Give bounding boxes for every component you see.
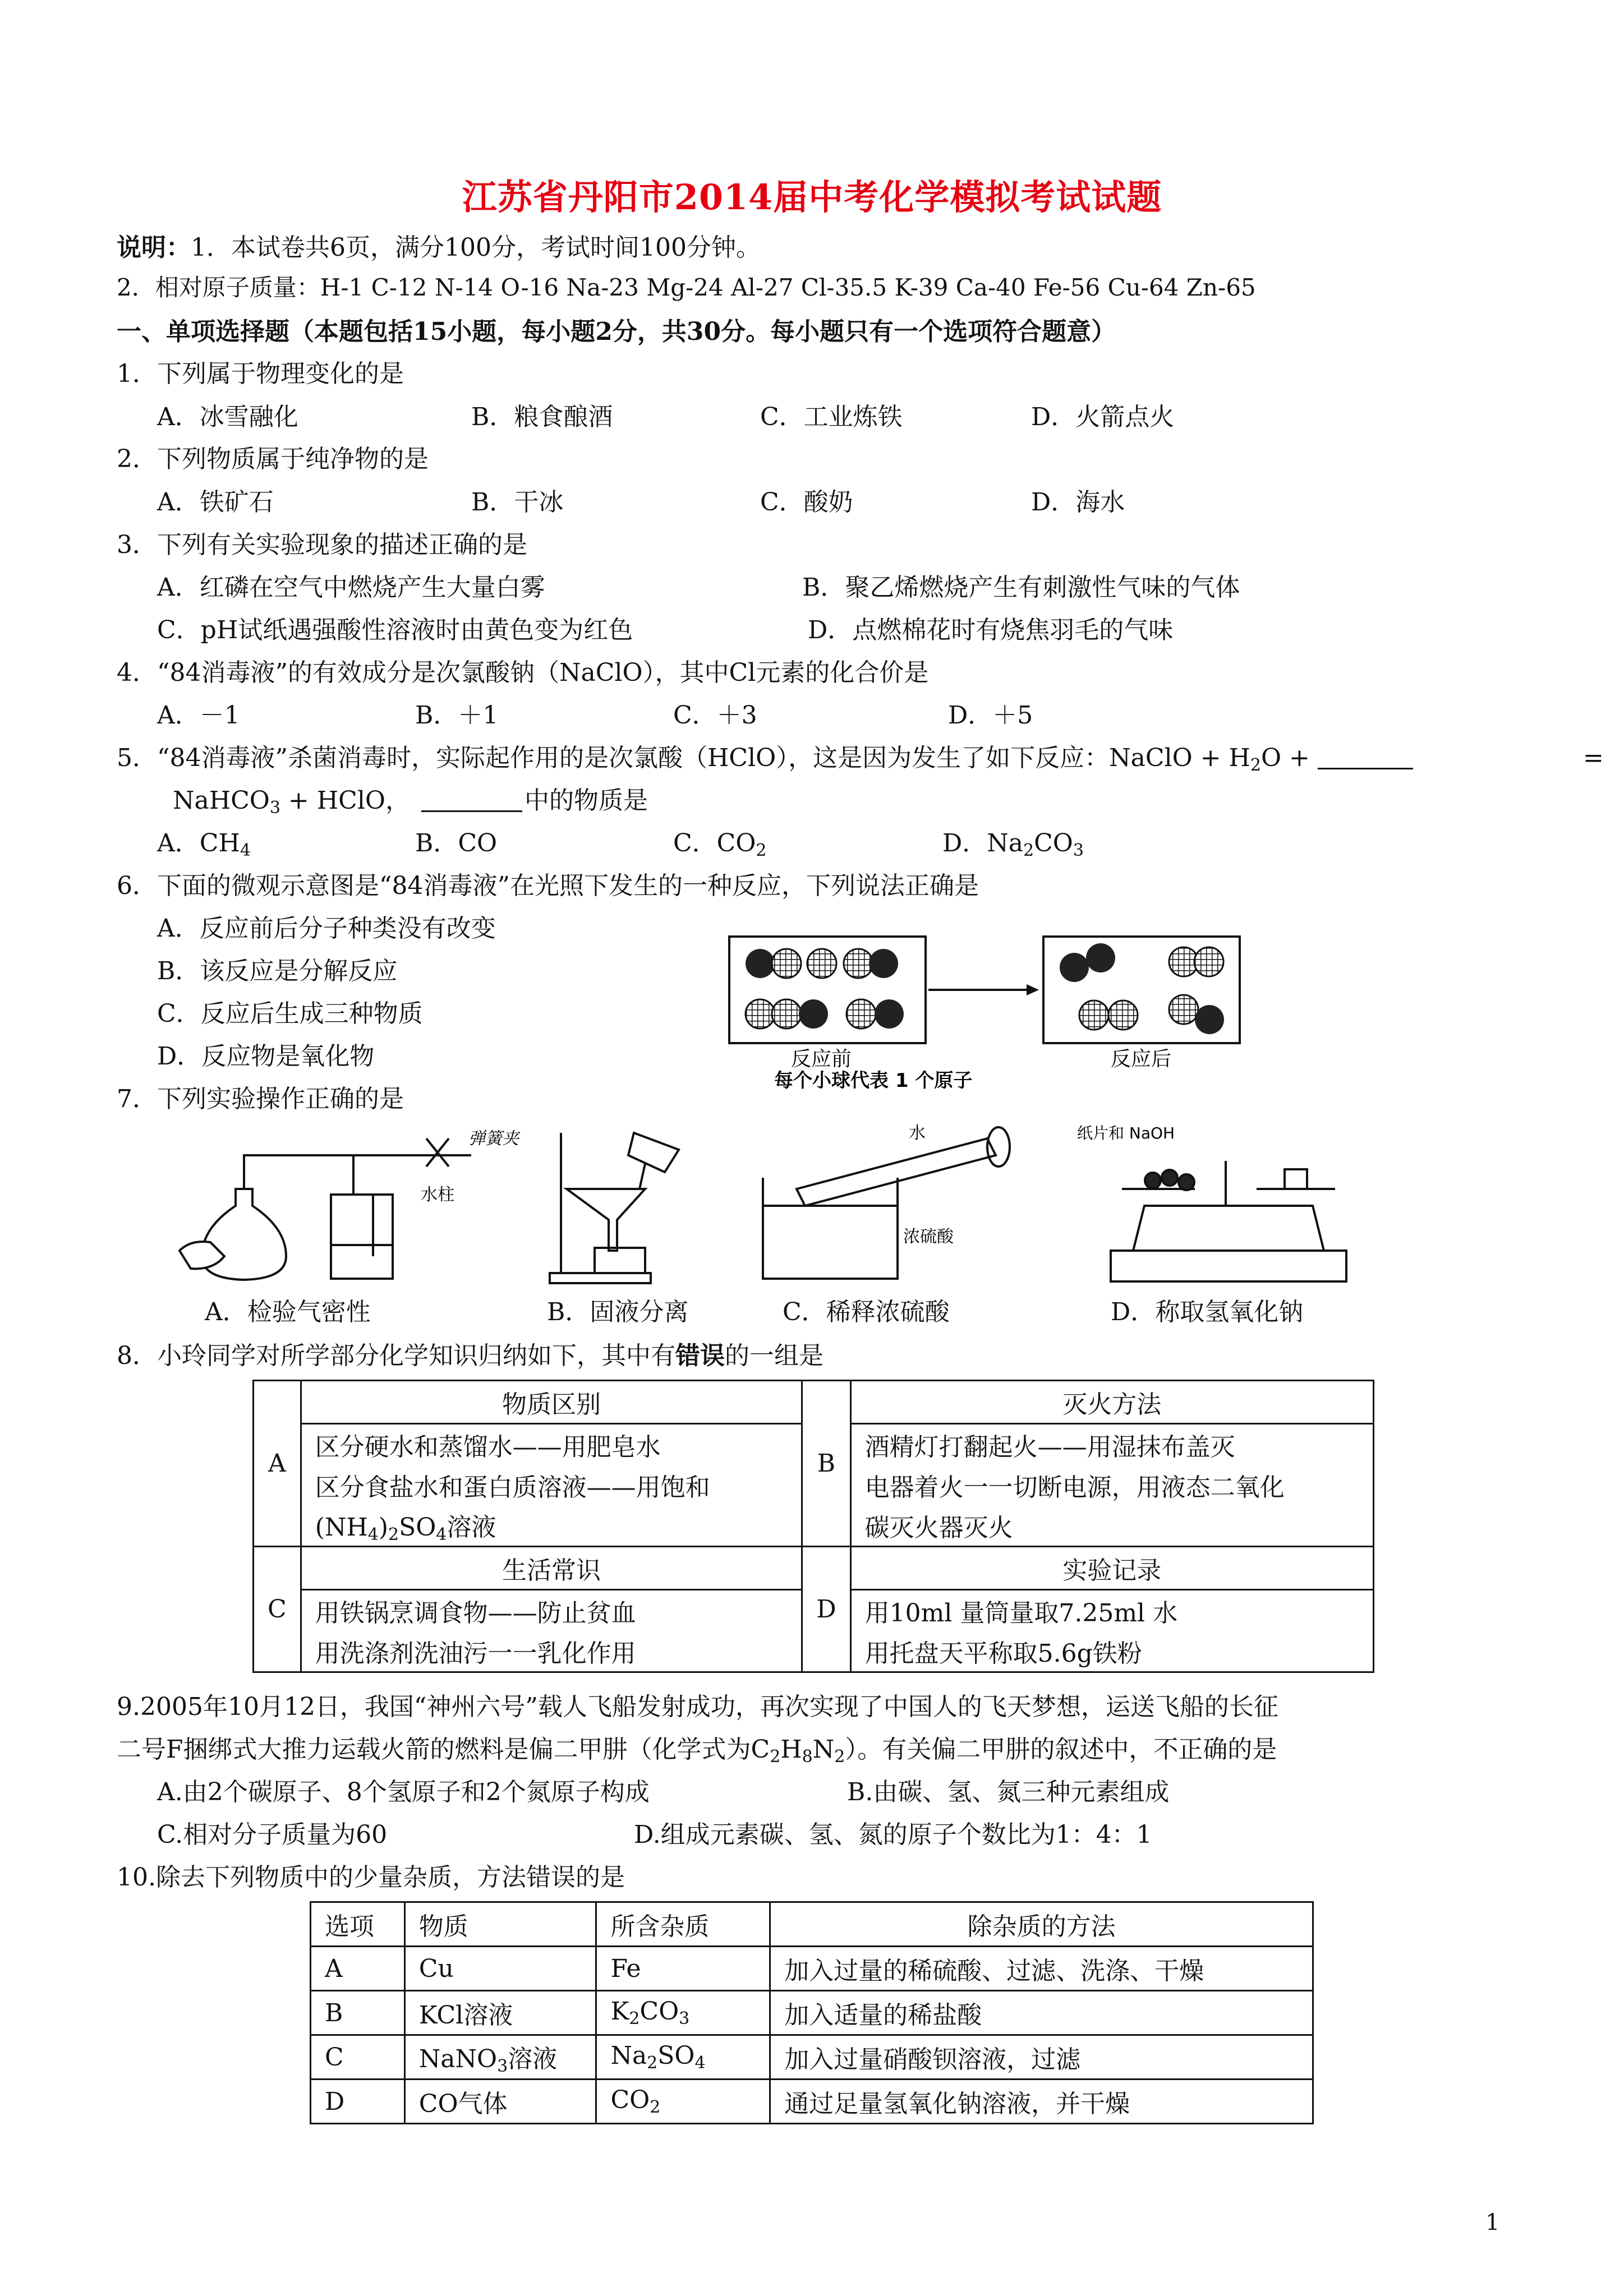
q9-option-b: B.由碳、氢、氮三种元素组成 [847,1778,1170,1806]
label-before: 反应前 [791,1048,852,1071]
q4-option-d: D．＋5 [948,701,1033,730]
q1-option-c: C．工业炼铁 [760,403,903,431]
dilution-apparatus [763,1127,1010,1279]
label-paper: 纸片和 NaOH [1077,1124,1175,1142]
q6-option-d: D．反应物是氧化物 [157,1042,375,1071]
notes-line-1: 说明：1．本试卷共6页，满分100分，考试时间100分钟。 [117,233,761,262]
group-b-line-2: 电器着火一一切断电源，用液态二氧化 [850,1465,1373,1505]
group-d-letter: D [802,1547,850,1672]
group-a-letter: A [254,1381,301,1547]
group-a-line-1: 区分硬水和蒸馏水——用肥皂水 [301,1424,802,1465]
question-5-line-2: NaHCO$_3$ + HClO， 中的物质是 [173,786,648,818]
q4-option-a: A．－1 [157,701,240,730]
group-a-line-3: $(NH_4)_2SO_4$溶液 [301,1505,802,1547]
group-b-line-1: 酒精灯打翻起火——用湿抹布盖灭 [850,1424,1373,1465]
table-row: B KCl溶液 $K_2CO_3$ 加入适量的稀盐酸 [311,1991,1313,2035]
q1-option-b: B．粮食酿酒 [471,403,613,431]
q2-option-d: D．海水 [1031,488,1125,517]
airtightness-apparatus [180,1138,471,1280]
q2-option-b: B．干冰 [471,488,564,517]
group-a-head: 物质区别 [301,1381,802,1424]
lab-operations-figure [157,1122,1447,1290]
label-acid: 浓硫酸 [903,1227,954,1247]
page-number: 1 [1485,2210,1500,2235]
page-title: 江苏省丹阳市2014届中考化学模拟考试试题 [462,177,1162,218]
question-9-line-2: 二号F捆绑式大推力运载火箭的燃料是偏二甲肼（化学式为$C_2H_8N_2$）。有关偏二甲肼的叙述中，不正确的是 [117,1735,1277,1767]
question-7-stem: 7．下列实验操作正确的是 [117,1085,404,1113]
impurity-table [310,1901,1314,2124]
q7-option-b: B．固液分离 [547,1298,689,1326]
question-10-stem: 10.除去下列物质中的少量杂质，方法错误的是 [117,1863,625,1892]
q9-option-c: C.相对分子质量为60 [157,1820,388,1849]
q7-option-c: C．稀释浓硫酸 [783,1298,950,1326]
group-c-line-2: 用洗涤剂洗油污一一乳化作用 [301,1631,802,1672]
header-option: 选项 [311,1902,405,1947]
header-method: 除杂质的方法 [770,1902,1313,1947]
question-9-line-1: 9.2005年10月12日，我国“神州六号”载人飞船发射成功，再次实现了中国人的飞天梦想，运送飞船的长征 [117,1693,1278,1721]
q6-option-c: C．反应后生成三种物质 [157,999,423,1028]
group-c-head: 生活常识 [301,1547,802,1590]
question-2-stem: 2．下列物质属于纯净物的是 [117,445,429,473]
group-a-line-2: 区分食盐水和蛋白质溶液——用饱和 [301,1465,802,1505]
q4-option-b: B．＋1 [415,701,499,730]
group-b-head: 灭火方法 [850,1381,1373,1424]
before-molecules [746,949,904,1029]
group-b-letter: B [802,1381,850,1547]
q5-equals-sign: = [1583,744,1604,772]
knowledge-table [252,1380,1374,1673]
group-c-line-1: 用铁锅烹调食物——防止贫血 [301,1590,802,1631]
reaction-diagram [724,925,1257,1094]
q5-option-b: B．CO [415,829,498,857]
q3-option-b: B．聚乙烯燃烧产生有刺激性气味的气体 [802,573,1240,602]
notes-line-2: 2．相对原子质量：H-1 C-12 N-14 O-16 Na-23 Mg-24 Al-27 Cl-35.5 K-39 Ca-40 Fe-56 Cu-64 Zn-65 [117,274,1256,301]
q2-option-c: C．酸奶 [760,488,853,517]
fig-caption: 每个小球代表 1 个原子 [774,1069,973,1092]
label-clamp: 弹簧夹 [468,1129,519,1149]
notes-label: 说明： [117,233,191,262]
q1-option-a: A．冰雪融化 [157,403,298,431]
group-d-line-2: 用托盘天平称取5.6g铁粉 [850,1631,1373,1672]
question-1-stem: 1．下列属于物理变化的是 [117,359,404,388]
section-heading: 一、单项选择题（本题包括15小题，每小题2分，共30分。每小题只有一个选项符合题意） [117,317,1116,346]
question-5-line-1: 5．“84消毒液”杀菌消毒时，实际起作用的是次氯酸（HClO），这是因为发生了如下反应：NaClO + $H_2O$ + [117,746,1413,774]
label-water: 水 [909,1123,926,1143]
balance-apparatus [1111,1161,1346,1281]
q3-option-d: D．点燃棉花时有烧焦羽毛的气味 [808,616,1174,644]
table-row: C NaNO$_3$溶液 $Na_2SO_4$ 加入过量硝酸钡溶液，过滤 [311,2035,1313,2080]
q6-option-a: A．反应前后分子种类没有改变 [157,914,496,943]
q2-option-a: A．铁矿石 [157,488,274,517]
label-water-column: 水柱 [421,1185,454,1205]
table-row: D CO气体 $CO_2$ 通过足量氢氧化钠溶液，并干燥 [311,2080,1313,2124]
question-6-stem: 6．下面的微观示意图是“84消毒液”在光照下发生的一种反应，下列说法正确是 [117,872,979,900]
group-c-letter: C [254,1547,301,1672]
q5-option-a: A．$CH_4$ [157,829,251,860]
answer-blank-1[interactable] [1318,748,1413,769]
question-3-stem: 3．下列有关实验现象的描述正确的是 [117,531,527,559]
group-d-head: 实验记录 [850,1547,1373,1590]
answer-blank-2[interactable] [421,790,522,812]
group-b-line-3: 碳灭火器灭火 [850,1505,1373,1547]
group-d-line-1: 用10ml 量筒量取7.25ml 水 [850,1590,1373,1631]
filtration-apparatus [550,1133,679,1283]
q5-option-d: D．$Na_2CO_3$ [942,829,1084,860]
q6-option-b: B．该反应是分解反应 [157,957,398,985]
table-row: A Cu Fe 加入过量的稀硫酸、过滤、洗涤、干燥 [311,1947,1313,1991]
q5-option-c: C．$CO_2$ [673,829,767,860]
table-header-row [311,1902,1313,1947]
q1-option-d: D．火箭点火 [1031,403,1175,431]
q9-option-a: A.由2个碳原子、8个氢原子和2个氮原子构成 [157,1778,650,1806]
arrow-head [1027,984,1039,995]
q7-option-a: A．检验气密性 [205,1298,371,1326]
q9-option-d: D.组成元素碳、氢、氮的原子个数比为1：4：1 [634,1820,1152,1849]
q7-option-d: D．称取氢氧化钠 [1111,1298,1304,1326]
q3-option-a: A．红磷在空气中燃烧产生大量白雾 [157,573,545,602]
q3-option-c: C．pH试纸遇强酸性溶液时由黄色变为红色 [157,616,633,644]
header-substance: 物质 [404,1902,596,1947]
question-4-stem: 4．“84消毒液”的有效成分是次氯酸钠（NaClO），其中Cl元素的化合价是 [117,658,929,687]
q4-option-c: C．＋3 [673,701,757,730]
after-molecules [1060,943,1224,1034]
label-after: 反应后 [1111,1048,1172,1071]
header-impurity: 所含杂质 [596,1902,770,1947]
question-8-stem: 8．小玲同学对所学部分化学知识归纳如下，其中有错误的一组是 [117,1341,823,1370]
